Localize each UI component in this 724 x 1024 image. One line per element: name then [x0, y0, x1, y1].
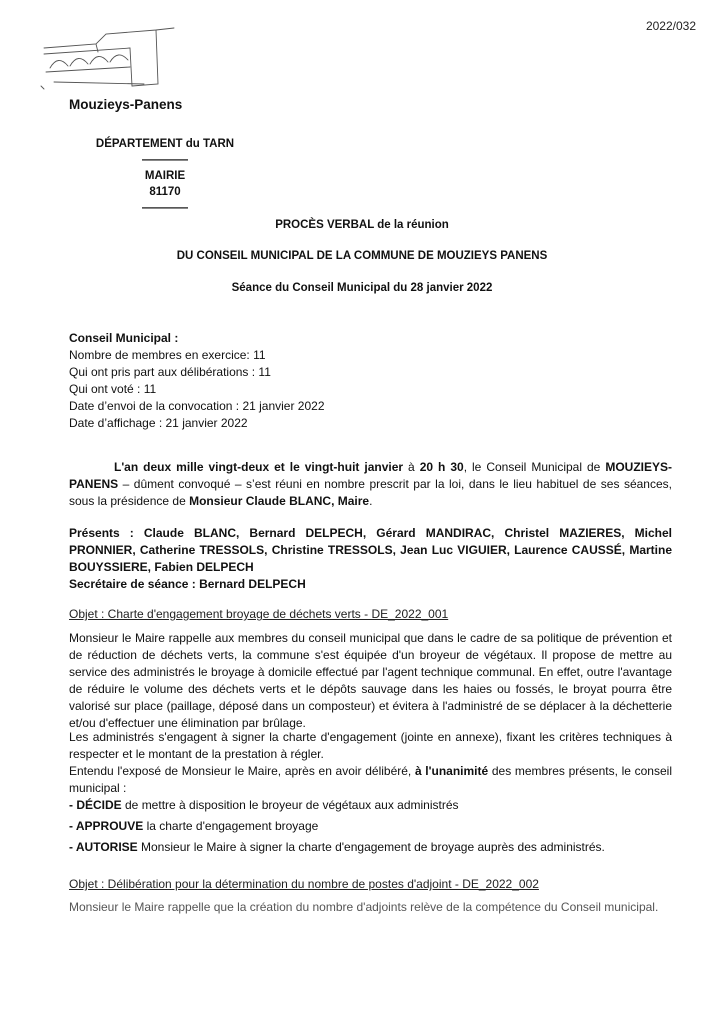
objet-1-title: Objet : Charte d'engagement broyage de déchets verts - DE_2022_001: [69, 607, 449, 621]
objet-1-paragraph-3: Entendu l'exposé de Monsieur le Maire, après en avoir délibéré, à l'unanimité des membres présents, le conseil municipal :: [69, 764, 672, 795]
objet-2-paragraph: Monsieur le Maire rappelle que la création du nombre d'adjoints relève de la compétence du Conseil municipal.: [69, 900, 659, 914]
administrative-header: [60, 136, 270, 216]
conseil-line: Date d’envoi de la convocation : 21 janvier 2022: [69, 399, 325, 413]
mairie-label: MAIRIE: [144, 170, 186, 182]
conseil-line: Qui ont pris part aux délibérations : 11: [69, 365, 271, 379]
intro-paragraph: L'an deux mille vingt-deux et le vingt-huit janvier à 20 h 30, le Conseil Municipal de MOUZIEYS-PANENS – dûment convoqué – s’est réuni en nombre prescrit par la loi, dans le lieu habituel de ses séances, sous la présidence de Monsieur Claude BLANC, Maire.: [69, 460, 672, 508]
bridge-sketch-icon: [36, 22, 186, 94]
document-title: PROCÈS VERBAL de la réunion: [275, 219, 449, 231]
decision-decide: - DÉCIDE de mettre à disposition le broyeur de végétaux aux administrés: [69, 798, 459, 812]
decision-autorise: - AUTORISE Monsieur le Maire à signer la charte d'engagement de broyage auprès des administrés.: [69, 840, 605, 854]
conseil-info: [69, 330, 669, 432]
objet-1-paragraph: Monsieur le Maire rappelle aux membres du conseil municipal que dans le cadre de sa politique de prévention et de réduction de déchets verts, la commune s'est équipée d'un broyeur de végétaux. Il propose de mettre au service des administrés le broyage à domicile effectué par l'agent technique communal. En effet, outre l'avantage de réduire le volume des déchets verts et le dépôts sauvage dans les haies ou fossés, le broyat pourra être valorisé sur place (paillage, déposé dans un composteur) et évitera à l'administré de se déplacer à la déchetterie et/ou d'effectuer une élimination par brûlage.: [69, 631, 672, 730]
separator: ————: [142, 202, 188, 214]
conseil-line: Nombre de membres en exercice: 11: [69, 348, 266, 362]
objet-2-title: Objet : Délibération pour la détermination du nombre de postes d'adjoint - DE_2022_002: [69, 877, 539, 891]
session-date-title: Séance du Conseil Municipal du 28 janvier 2022: [231, 282, 493, 294]
objet-1-paragraph-2: Les administrés s'engagent à signer la charte d'engagement (jointe en annexe), fixant les critères techniques à respecter et le montant de la prestation à régler.: [69, 730, 672, 761]
commune-name: Mouzieys-Panens: [69, 97, 183, 112]
conseil-heading: Conseil Municipal :: [69, 331, 179, 345]
conseil-line: Qui ont voté : 11: [69, 382, 157, 396]
document-subtitle: DU CONSEIL MUNICIPAL DE LA COMMUNE DE MOUZIEYS PANENS: [176, 250, 548, 262]
postcode: 81170: [149, 186, 181, 198]
secretaire-line: Secrétaire de séance : Bernard DELPECH: [69, 577, 306, 591]
departement-label: DÉPARTEMENT du TARN: [95, 138, 235, 150]
separator: ————: [142, 154, 188, 166]
conseil-line: Date d’affichage : 21 janvier 2022: [69, 416, 248, 430]
presents-paragraph: Présents : Claude BLANC, Bernard DELPECH, Gérard MANDIRAC, Christel MAZIERES, Michel PRONNIER, Catherine TRESSOLS, Christine TRESSOLS, Jean Luc VIGUIER, Laurence CAUSSÉ, Martine BOUYSSIERE, Fabien DELPECH: [69, 526, 673, 574]
decision-approuve: - APPROUVE la charte d'engagement broyage: [69, 819, 319, 833]
document-reference: 2022/032: [645, 19, 696, 33]
